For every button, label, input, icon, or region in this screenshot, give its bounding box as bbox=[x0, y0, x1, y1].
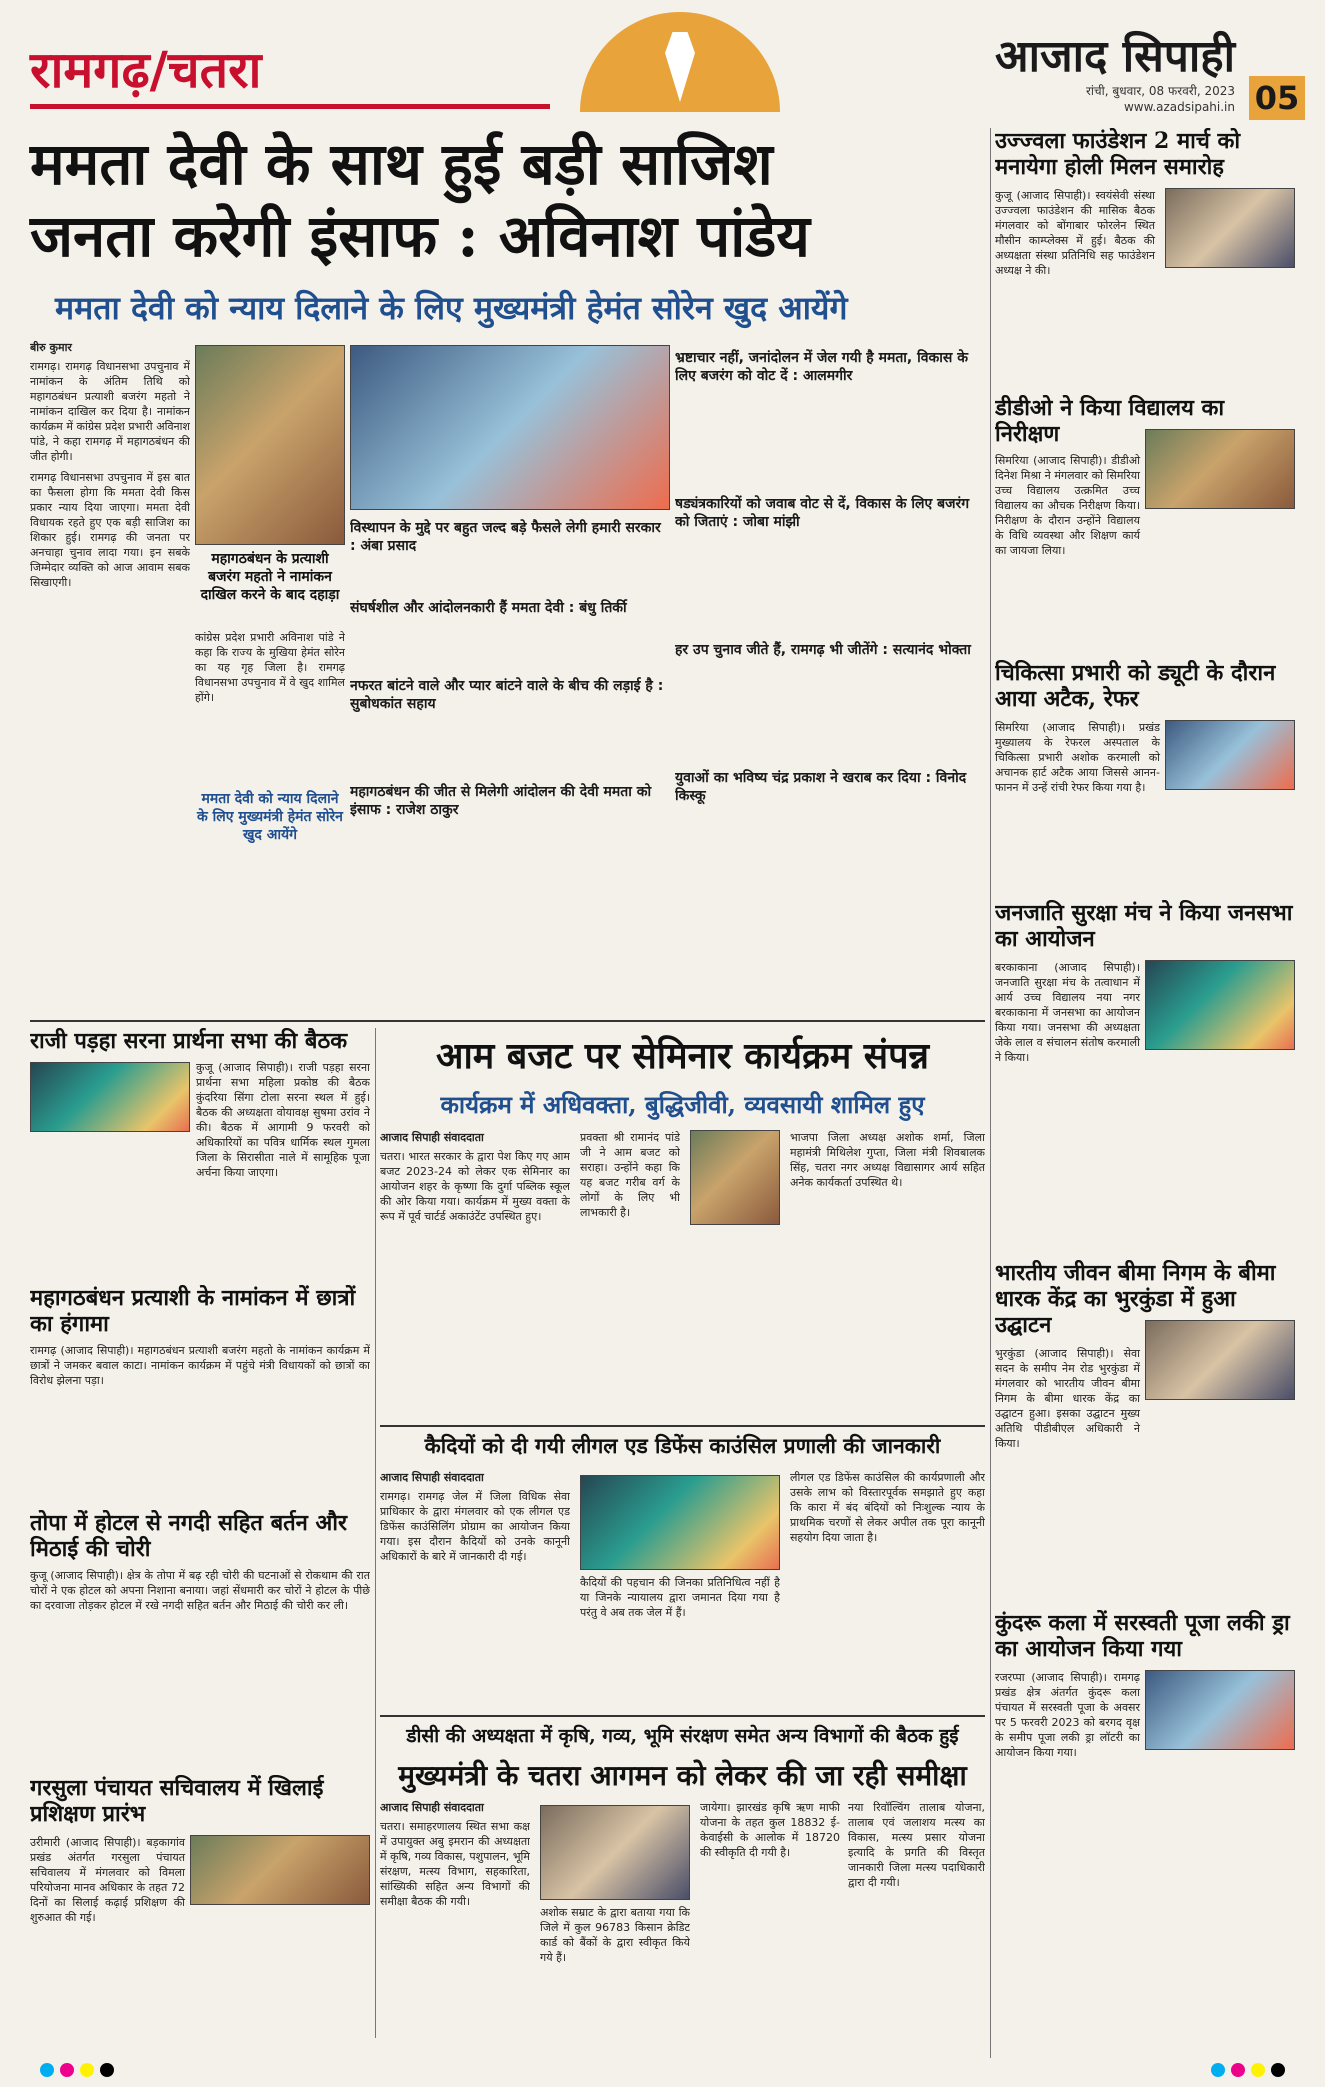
page-number: 05 bbox=[1249, 76, 1305, 120]
left-story-2 bbox=[30, 1285, 370, 1505]
sidebar-story-3-photo bbox=[1165, 720, 1295, 790]
sidebar-story-1-text: कुजू (आजाद सिपाही)। स्वयंसेवी संस्था उज्ज्वला फाउंडेशन की मासिक बैठक मंगलवार को बोंगाबार फोरलेन स्थित मौसीन काम्प्लेक्स में हुई। बैठक की अध्यक्षता संस्था प्रतिनिधि सह फाउंडेशन अध्यक्ष ने की। bbox=[995, 189, 1155, 277]
section-rule-2 bbox=[380, 1425, 985, 1427]
sidebar-story-5-photo bbox=[1145, 1320, 1295, 1400]
left-story-1-text: कुजू (आजाद सिपाही)। राजी पड़हा सरना प्रार्थना सभा महिला प्रकोष्ठ की बैठक कुंदरिया सिंगा टोला सरना स्थल में हुई। बैठक की अध्यक्षता वोयावक्ष सुषमा उरांव ने की। बैठक में आगामी 9 फरवरी को अधिकारियों का पवित्र धार्मिक स्थल गुमला जिला के सिरासीता नाले में सामूहिक पूजा अर्चना किया जाएगा। bbox=[196, 1061, 370, 1179]
legal-byline: आजाद सिपाही संवाददाता bbox=[380, 1471, 484, 1484]
sidebar-story-5-head: भारतीय जीवन बीमा निगम के बीमा धारक केंद्र का भुरकुंडा में हुआ उद्घाटन bbox=[995, 1260, 1276, 1338]
pen-nib-logo-icon bbox=[580, 12, 780, 112]
lead-deck: ममता देवी को न्याय दिलाने के लिए मुख्यमंत्री हेमंत सोरेन खुद आयेंगे bbox=[55, 289, 848, 327]
lead-sub3: महागठबंधन की जीत से मिलेगी आंदोलन की देवी ममता को इंसाफ : राजेश ठाकुर bbox=[350, 784, 652, 818]
sidebar-story-2-head: डीडीओ ने किया विद्यालय का निरीक्षण bbox=[995, 395, 1225, 447]
legal-text3: लीगल एड डिफेंस काउंसिल की कार्यप्रणाली और उसके लाभ को विस्तारपूर्वक समझाते हुए कहा कि कारा में बंद बंदियों को निःशुल्क न्याय के प्राथमिक चरणों से लेकर अपील तक पूरा कानूनी सहयोग दिया जाता है। bbox=[790, 1471, 985, 1544]
rally-photo bbox=[350, 345, 670, 510]
left-story-3-text: कुजू (आजाद सिपाही)। क्षेत्र के तोपा में बढ़ रही चोरी की घटनाओं से रोकथाम की रात चोरों ने एक होटल को अपना निशाना बनाया। जहां सेंधमारी कर चोरों ने होटल के पीछे का दरवाजा तोड़कर होटल में रखे नगदी सहित बर्तन और मिठाई की चोरी कर ली। bbox=[30, 1569, 370, 1612]
lead-mid-text: कांग्रेस प्रदेश प्रभारी अविनाश पांडे ने कहा कि राज्य के मुखिया हेमंत सोरेन का यह गृह जिला है। रामगढ़ विधानसभा उपचुनाव में वे खुद शामिल होंगे। bbox=[195, 631, 345, 704]
lead-right bbox=[675, 345, 985, 1015]
section-title: रामगढ़/चतरा bbox=[30, 40, 262, 99]
budget-text3: भाजपा जिला अध्यक्ष अशोक शर्मा, जिला महामंत्री मिथिलेश गुप्ता, जिला मंत्री शिवबालक सिंह, चतरा नगर अध्यक्ष विद्यासागर आर्य सहित अनेक कार्यकर्ता उपस्थित थे। bbox=[790, 1131, 985, 1189]
lead-intro: रामगढ़। रामगढ़ विधानसभा उपचुनाव में नामांकन के अंतिम तिथि को महागठबंधन प्रत्याशी बजरंग महतो ने नामांकन दाखिल कर दिया है। नामांकन कार्यक्रम में कांग्रेस प्रदेश प्रभारी अविनाश पांडे, ने कहा रामगढ़ में महागठबंधन की जीत होगी। bbox=[30, 360, 190, 463]
sidebar-story-3-text: सिमरिया (आजाद सिपाही)। प्रखंड मुख्यालय के रेफरल अस्पताल के चिकित्सा प्रभारी अशोक करमाली को अचानक हार्ट अटैक आया जिससे आनन-फानन में उन्हें रांची रेफर किया गया है। bbox=[995, 721, 1160, 794]
left-story-4-head: गरसुला पंचायत सचिवालय में खिलाई प्रशिक्षण प्रारंभ bbox=[30, 1775, 324, 1827]
right-sub1: षड्यंत्रकारियों को जवाब वोट से दें, विकास के लिए बजरंग को जिताएं : जोबा मांझी bbox=[675, 496, 970, 530]
legal-photo bbox=[580, 1475, 780, 1570]
cm-col-1 bbox=[380, 1800, 530, 2035]
sidebar-story-1 bbox=[995, 128, 1295, 398]
lead-sub2: नफरत बांटने वाले और प्यार बांटने वाले के बीच की लड़ाई है : सुबोधकांत सहाय bbox=[350, 678, 664, 712]
lead-body2: रामगढ़ विधानसभा उपचुनाव में इस बात का फैसला होगा कि ममता देवी किस प्रकार न्याय दिया जाएगा। ममता देवी विधायक रहते हुए एक बड़ी साजिश का शिकार हुई। रामगढ़ की जनता पर अनचाहा चुनाव लादा गया। इन सबके जिम्मेदार व्यक्ति को आज आवाम सबक सिखाएगी। bbox=[30, 471, 190, 589]
sidebar-story-3-head: चिकित्सा प्रभारी को ड्यूटी के दौरान आया अटैक, रेफर bbox=[995, 660, 1276, 712]
candidate-photo-caption: महागठबंधन के प्रत्याशी बजरंग महतो ने नामांकन दाखिल करने के बाद दहाड़ा bbox=[200, 551, 340, 603]
lead-headline bbox=[30, 128, 980, 272]
sidebar-story-6-head: कुंदरू कला में सरस्वती पूजा लकी ड्रा का आयोजन किया गया bbox=[995, 1610, 1290, 1662]
sidebar-story-4-head: जनजाति सुरक्षा मंच ने किया जनसभा का आयोजन bbox=[995, 900, 1293, 952]
masthead bbox=[20, 12, 1305, 122]
print-registration-marks-right bbox=[1211, 2063, 1285, 2077]
paper-name: आजाद सिपाही bbox=[995, 31, 1235, 82]
sidebar-story-5-text: भुरकुंडा (आजाद सिपाही)। सेवा सदन के समीप नेम रोड भुरकुंडा में मंगलवार को भारतीय जीवन बीमा निगम के बीमा धारक केंद्र का उद्घाटन हुआ। इसका उद्घाटन मुख्य अतिथि पीडीबीएल अधिकारी ने किया। bbox=[995, 1347, 1140, 1450]
left-story-3-head: तोपा में होटल से नगदी सहित बर्तन और मिठाई की चोरी bbox=[30, 1510, 348, 1562]
issue-date: रांची, बुधवार, 08 फरवरी, 2023 bbox=[1085, 84, 1235, 98]
legal-headline: कैदियों को दी गयी लीगल एड डिफेंस काउंसिल प्रणाली की जानकारी bbox=[424, 1433, 941, 1458]
budget-photo bbox=[690, 1130, 780, 1225]
section-rule-1 bbox=[30, 1020, 985, 1022]
sidebar-story-2 bbox=[995, 395, 1295, 665]
left-story-1-head: राजी पड़हा सरना प्रार्थना सभा की बैठक bbox=[30, 1028, 348, 1054]
sidebar-story-6-photo bbox=[1145, 1670, 1295, 1750]
lead-sub1: संघर्षशील और आंदोलनकारी हैं ममता देवी : बंधु तिर्की bbox=[350, 600, 627, 616]
left-story-3 bbox=[30, 1510, 370, 1770]
budget-byline: आजाद सिपाही संवाददाता bbox=[380, 1131, 484, 1144]
lead-col-1 bbox=[30, 340, 190, 1000]
budget-col-1 bbox=[380, 1130, 570, 1420]
budget-headline: आम बजट पर सेमिनार कार्यक्रम संपन्न bbox=[435, 1035, 930, 1077]
left-story-1-photo bbox=[30, 1062, 190, 1132]
budget-text2: प्रवक्ता श्री रामानंद पांडे जी ने आम बजट को सराहा। उन्होंने कहा कि यह बजट गरीब वर्ग के लोगों के लिए भी लाभकारी है। bbox=[580, 1131, 680, 1219]
cm-byline: आजाद सिपाही संवाददाता bbox=[380, 1801, 484, 1814]
legal-col-1 bbox=[380, 1470, 570, 1710]
sidebar-story-4-photo bbox=[1145, 960, 1295, 1050]
lead-headline-line1: ममता देवी के साथ हुई बड़ी साजिश bbox=[30, 130, 773, 198]
cm-text2: अशोक सम्राट के द्वारा बताया गया कि जिले में कुल 96783 किसान क्रेडिट कार्ड को बैंकों के द्वारा स्वीकृत किये गये हैं। bbox=[540, 1906, 690, 1964]
print-registration-marks bbox=[40, 2063, 114, 2077]
column-divider bbox=[990, 128, 991, 2058]
sidebar-story-2-text: सिमरिया (आजाद सिपाही)। डीडीओ दिनेश मिश्रा ने मंगलवार को सिमरिया उच्च विद्यालय उत्क्रमित उच्च विद्यालय का औचक निरीक्षण किया। निरीक्षण के दौरान उन्होंने विद्यालय के विधि व्यवस्था और शिक्षण कार्य का जायजा लिया। bbox=[995, 454, 1140, 557]
cm-text1: चतरा। समाहरणालय स्थित सभा कक्ष में उपायुक्त अबु इमरान की अध्यक्षता में कृषि, गव्य विकास, पशुपालन, भूमि संरक्षण, मत्स्य विभाग, सहकारिता, सांख्यिकी सहित अन्य विभागों की समीक्षा बैठक की गयी। bbox=[380, 1820, 530, 1908]
right-col-head: भ्रष्टाचार नहीं, जनांदोलन में जेल गयी है ममता, विकास के लिए बजरंग को वोट दें : आलमगीर bbox=[675, 350, 968, 384]
left-story-2-head: महागठबंधन प्रत्याशी के नामांकन में छात्रों का हंगामा bbox=[30, 1285, 356, 1337]
dc-meeting-headline: डीसी की अध्यक्षता में कृषि, गव्य, भूमि संरक्षण समेत अन्य विभागों की बैठक हुई bbox=[406, 1725, 959, 1747]
left-story-2-text: रामगढ़ (आजाद सिपाही)। महागठबंधन प्रत्याशी बजरंग महतो के नामांकन कार्यक्रम में छात्रों ने जमकर बवाल काटा। नामांकन कार्यक्रम में पहुंचे मंत्री विधायकों को छात्रों का विरोध झेलना पड़ा। bbox=[30, 1344, 370, 1387]
sidebar-story-4-text: बरकाकाना (आजाद सिपाही)। जनजाति सुरक्षा मंच के तत्वाधान में आर्य उच्च विद्यालय नया नगर बरकाकाना में जनसभा का आयोजन किया गया। जनसभा की अध्यक्षता जेके लाल व संचालन संतोष करमाली ने किया। bbox=[995, 961, 1140, 1064]
left-story-1 bbox=[30, 1028, 370, 1278]
sidebar-story-2-photo bbox=[1145, 429, 1295, 509]
cm-text3: जायेगा। झारखंड कृषि ऋण माफी योजना के तहत कुल 18832 ई-केवाईसी के आलोक में 18720 की स्वीकृति दी गयी है। bbox=[700, 1801, 840, 1859]
section-rule bbox=[30, 104, 550, 109]
sidebar-story-1-photo bbox=[1165, 188, 1295, 268]
legal-text2: कैदियों की पहचान की जिनका प्रतिनिधित्व नहीं है या जिनके न्यायालय द्वारा जमानत दिया गया है परंतु वे अब तक जेल में हैं। bbox=[580, 1576, 780, 1619]
legal-text1: रामगढ़। रामगढ़ जेल में जिला विधिक सेवा प्राधिकार के द्वारा मंगलवार को एक लीगल एड डिफेंस काउंसिलिंग प्रोग्राम का आयोजन किया गया। इस दौरान कैदियों को उनके कानूनी अधिकारों के बारे में जानकारी दी गई। bbox=[380, 1490, 570, 1563]
sidebar-story-1-head: उज्ज्वला फाउंडेशन 2 मार्च को मनायेगा होली मिलन समारोह bbox=[995, 128, 1241, 180]
budget-text1: चतरा। भारत सरकार के द्वारा पेश किए गए आम बजट 2023-24 को लेकर एक सेमिनार का आयोजन शहर के कृष्णा कि दुर्गा पब्लिक स्कूल की ओर किया गया। कार्यक्रम में मुख्य वक्ता के रूप में पूर्व चार्टर्ड अकाउंटेंट उपस्थित हुए। bbox=[380, 1150, 570, 1223]
website: www.azadsipahi.in bbox=[1123, 100, 1235, 114]
left-story-4 bbox=[30, 1775, 370, 2035]
candidate-photo bbox=[195, 345, 345, 545]
budget-deck: कार्यक्रम में अधिवक्ता, बुद्धिजीवी, व्यवसायी शामिल हुए bbox=[440, 1090, 925, 1119]
cm-text4: नया रिवॉल्विंग तालाब योजना, तालाब एवं जलाशय मत्स्य का विकास, मत्स्य प्रसार योजना इत्यादि के प्रगति की विस्तृत जानकारी जिला मत्स्य पदाधिकारी द्वारा दी गयी। bbox=[848, 1801, 985, 1889]
photo2-caption: विस्थापन के मुद्दे पर बहुत जल्द बड़े फैसले लेगी हमारी सरकार : अंबा प्रसाद bbox=[350, 520, 661, 554]
sidebar-story-4 bbox=[995, 900, 1295, 1250]
sidebar-story-6 bbox=[995, 1610, 1295, 2030]
sidebar-story-5 bbox=[995, 1260, 1295, 1600]
lead-byline: बीरु कुमार bbox=[30, 341, 72, 354]
pull-quote: ममता देवी को न्याय दिलाने के लिए मुख्यमंत्री हेमंत सोरेन खुद आयेंगे bbox=[197, 791, 343, 843]
right-sub2: हर उप चुनाव जीते हैं, रामगढ़ भी जीतेंगे : सत्यानंद भोक्ता bbox=[675, 642, 971, 658]
left-story-4-text: उरीमारी (आजाद सिपाही)। बड़कागांव प्रखंड अंतर्गत गरसुला पंचायत सचिवालय में मंगलवार को विमला परियोजना मानव अधिकार के तहत 72 दिनों का सिलाई कढ़ाई प्रशिक्षण की शुरुआत की गई। bbox=[30, 1836, 185, 1924]
left-story-4-photo bbox=[190, 1835, 370, 1905]
column-divider-left bbox=[375, 1028, 376, 2038]
section-rule-3 bbox=[380, 1715, 985, 1717]
sidebar-story-3 bbox=[995, 660, 1295, 910]
lead-center bbox=[350, 515, 670, 1015]
right-sub3: युवाओं का भविष्य चंद्र प्रकाश ने खराब कर दिया : विनोद किस्कू bbox=[675, 770, 967, 804]
sidebar-story-6-text: रजरप्पा (आजाद सिपाही)। रामगढ़ प्रखंड क्षेत्र अंतर्गत कुंदरू कला पंचायत में सरस्वती पूजा के अवसर पर 5 फरवरी 2023 को बरगद वृक्ष के समीप पूजा लकी ड्रा लॉटरी का आयोजन किया गया। bbox=[995, 1671, 1140, 1759]
lead-headline-line2: जनता करेगी इंसाफ : अविनाश पांडेय bbox=[30, 202, 810, 270]
cm-visit-headline: मुख्यमंत्री के चतरा आगमन को लेकर की जा रही समीक्षा bbox=[398, 1759, 967, 1792]
cm-photo bbox=[540, 1805, 690, 1900]
